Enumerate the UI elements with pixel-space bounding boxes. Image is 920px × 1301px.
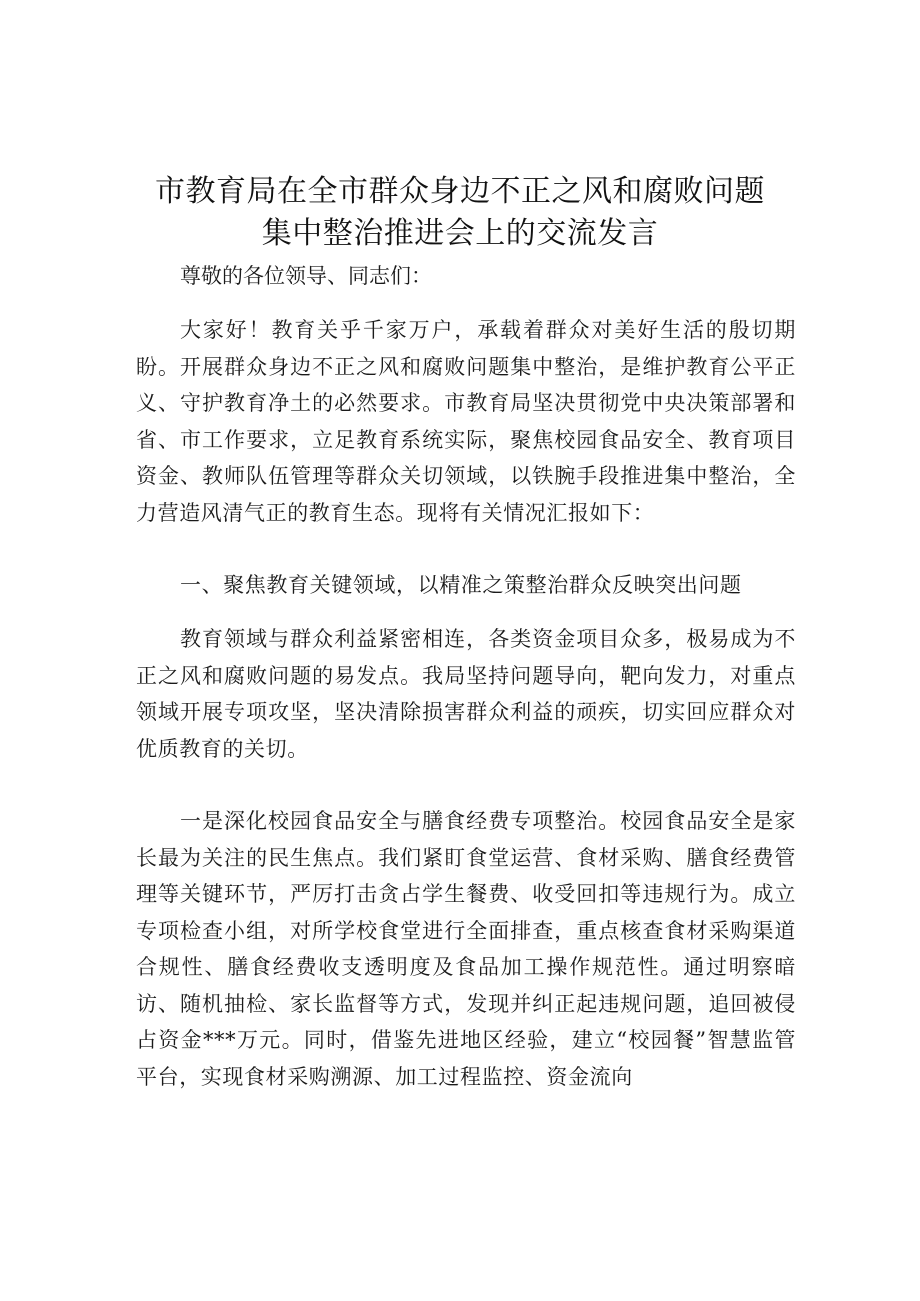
salutation: 尊敬的各位领导、同志们：: [180, 264, 432, 288]
document-title-line1: 市教育局在全市群众身边不正之风和腐败问题: [155, 174, 765, 209]
paragraph-intro: 大家好！教育关乎千家万户，承载着群众对美好生活的殷切期盼。开展群众身边不正之风和腐败问题集中整治，是维护教育公平正义、守护教育净土的必然要求。市教育局坚决贯彻党中央决策部署和省、市工作要求，立足教育系统实际，聚焦校园食品安全、教育项目资金、教师队伍管理等群众关切领域，以铁腕手段推进集中整治，全力营造风清气正的教育生态。现将有关情况汇报如下：: [136, 318, 796, 525]
paragraph-point-1: 一是深化校园食品安全与膳食经费专项整治。校园食品安全是家长最为关注的民生焦点。我们紧盯食堂运营、食材采购、膳食经费管理等关键环节，严厉打击贪占学生餐费、收受回扣等违规行为。成立专项检查小组，对所学校食堂进行全面排查，重点核查食材采购渠道合规性、膳食经费收支透明度及食品加工操作规范性。通过明察暗访、随机抽检、家长监督等方式，发现并纠正起违规问题，追回被侵占资金***万元。同时，借鉴先进地区经验，建立“校园餐”智慧监管平台，实现食材采购溯源、加工过程监控、资金流向: [136, 809, 796, 1089]
document-title-line2: 集中整治推进会上的交流发言: [261, 216, 659, 251]
paragraph-section1-intro: 教育领域与群众利益紧密相连，各类资金项目众多，极易成为不正之风和腐败问题的易发点。我局坚持问题导向，靶向发力，对重点领域开展专项攻坚，坚决清除损害群众利益的顽疾，切实回应群众对优质教育的关切。: [136, 627, 796, 761]
section-heading-1: 一、聚焦教育关键领域，以精准之策整治群众反映突出问题: [180, 573, 742, 597]
